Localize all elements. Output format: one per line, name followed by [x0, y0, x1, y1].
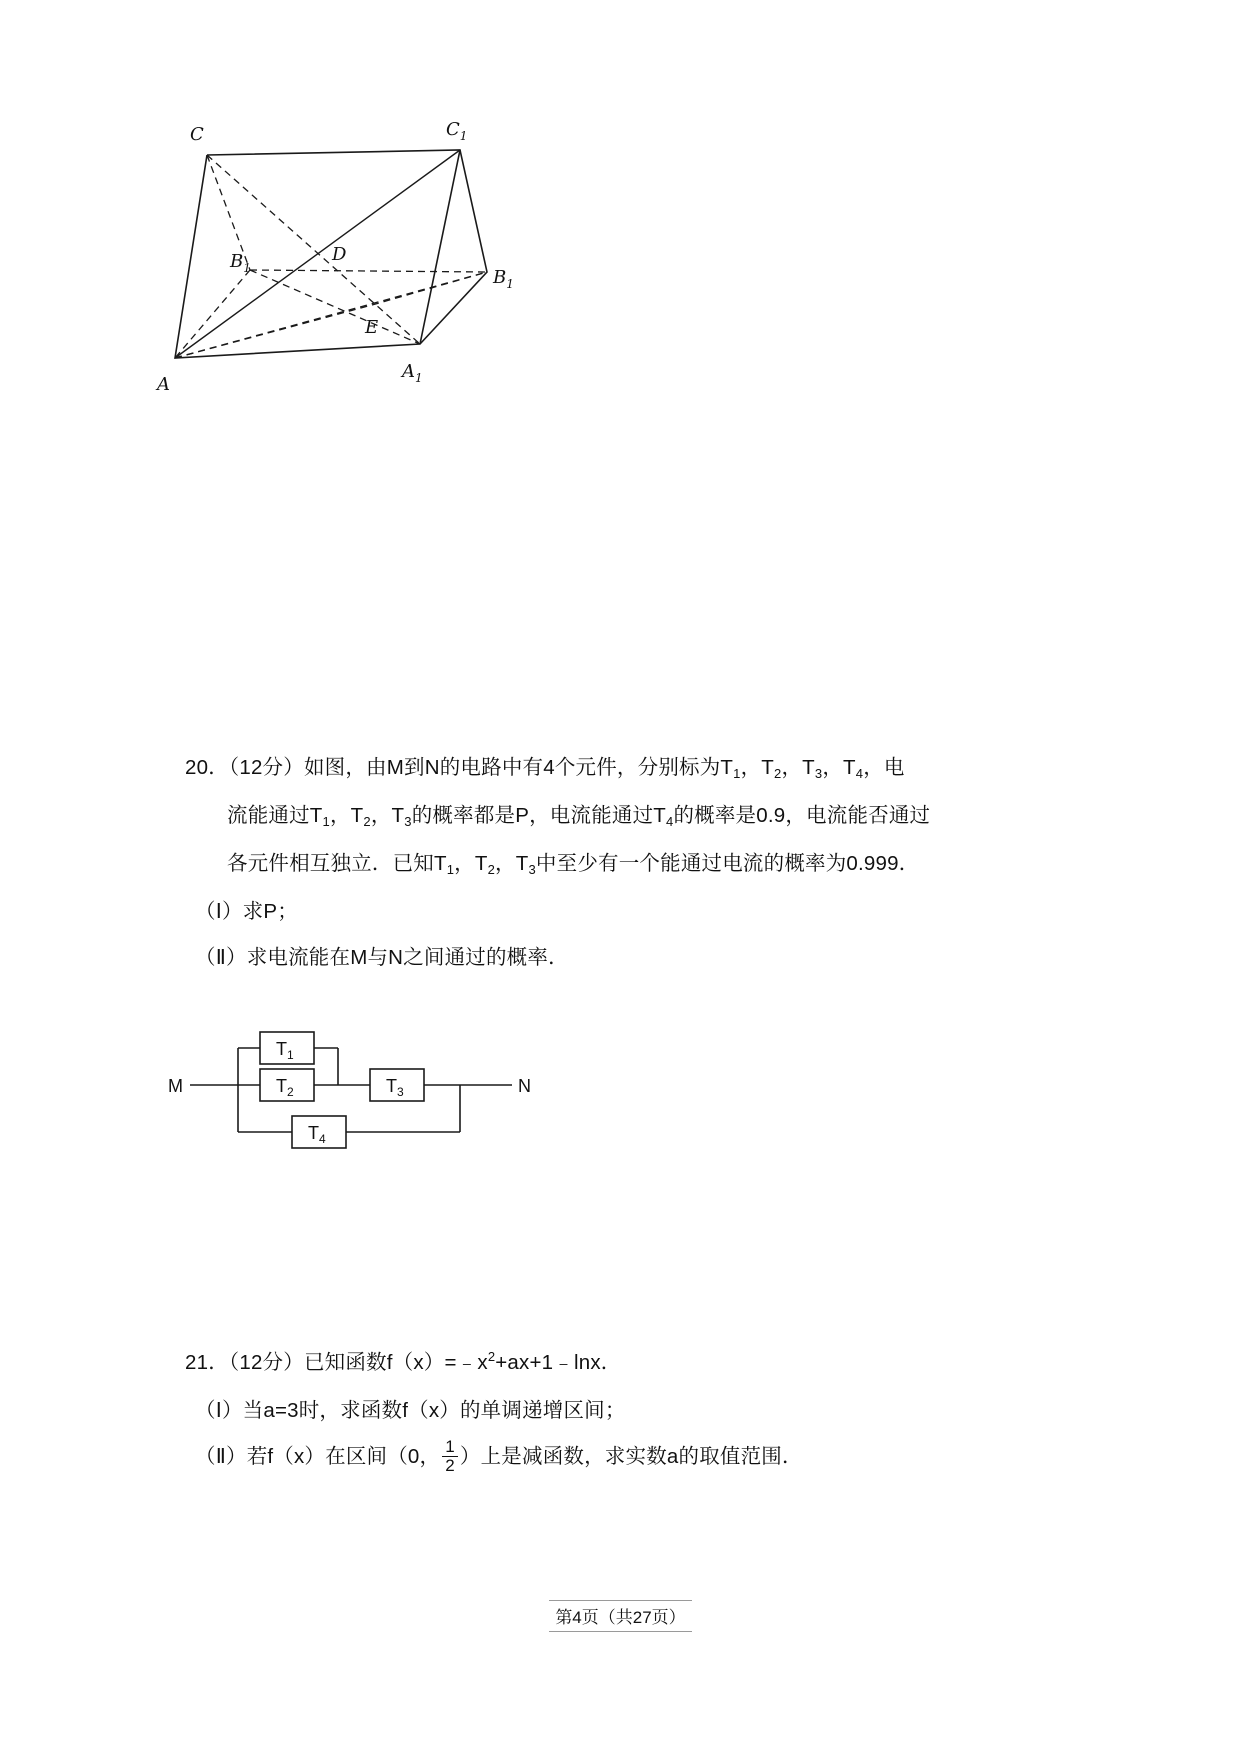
q20-l1-c: ，T: [781, 756, 815, 779]
label-B1: $B_1$: [493, 267, 514, 291]
prism-diagram: [150, 100, 570, 400]
terminal-label-N: N: [518, 1076, 531, 1096]
question-21: [185, 1340, 1065, 1480]
label-A1: $A_1$: [402, 361, 423, 385]
q20-l2-s3: 3: [404, 814, 412, 829]
label-D: D: [332, 244, 347, 265]
q20-l1-s4: 4: [855, 766, 864, 781]
q20-l1-s1: 1: [733, 766, 741, 781]
component-label-t1: $T_1$: [276, 1039, 294, 1062]
q20-l2-s2: 2: [363, 814, 371, 829]
q20-l1-a: 20．（12分）如图，由M到N的电路中有4个元件，分别标为T: [185, 756, 734, 779]
q20-l1-s3: 3: [814, 766, 823, 781]
component-label-t2: $T_2$: [276, 1076, 294, 1099]
q21-l1-a: 21．（12分）已知函数f（x）=﹣x: [185, 1351, 488, 1374]
q20-line-2: [185, 793, 1065, 841]
q20-l2-a: 流能通过T: [227, 804, 323, 827]
question-20: [185, 745, 1065, 981]
q21-part-2: [185, 1434, 1065, 1480]
q20-line-3: [185, 841, 1065, 889]
q20-l2-d: 的概率都是P，电流能通过T: [411, 804, 667, 827]
q20-l1-b: ，T: [740, 756, 775, 779]
label-C: C: [190, 124, 204, 145]
q21-l1-b: +ax+1﹣lnx．: [495, 1351, 622, 1374]
q21-p2-b: ）上是减函数，求实数a的取值范围．: [459, 1445, 803, 1468]
label-C1: $C_1$: [446, 119, 468, 143]
q20-l2-s1: 1: [322, 814, 330, 829]
q20-l3-b: ，T: [454, 852, 488, 875]
q20-l2-c: ，T: [370, 804, 405, 827]
q20-l3-s3: 3: [528, 862, 536, 877]
q20-l1-s2: 2: [774, 766, 782, 781]
q20-l1-d: ，T: [822, 756, 856, 779]
q20-l1-e: ，电: [863, 756, 905, 779]
q20-l2-e: 的概率是0.9，电流能否通过: [673, 804, 931, 827]
q21-l1-sup: 2: [487, 1349, 496, 1364]
q20-line-1: [185, 745, 1065, 793]
page-number: 第4页（共27页）: [549, 1600, 691, 1632]
fraction-one-half: [442, 1438, 458, 1475]
fraction-denominator: 2: [442, 1456, 458, 1475]
q20-l3-s1: 1: [446, 862, 455, 877]
page-footer: [0, 1600, 1241, 1632]
q21-line-1: [185, 1340, 1065, 1388]
q21-part-1: （Ⅰ）当a=3时，求函数f（x）的单调递增区间；: [195, 1399, 626, 1422]
q21-p2-a: （Ⅱ）若f（x）在区间（0，: [195, 1445, 441, 1468]
q20-l3-d: 中至少有一个能通过电流的概率为0.999．: [535, 852, 920, 875]
component-label-t4: $T_4$: [308, 1123, 326, 1146]
fraction-numerator: 1: [445, 1437, 455, 1457]
q20-l3-s2: 2: [487, 862, 496, 877]
q20-part-2: （Ⅱ）求电流能在M与N之间通过的概率．: [195, 946, 569, 969]
q20-l2-s4: 4: [666, 814, 674, 829]
label-B: $B_1$: [230, 251, 251, 275]
terminal-label-M: M: [168, 1076, 183, 1096]
component-label-t3: $T_3$: [386, 1076, 404, 1099]
q20-part-1: （Ⅰ）求P；: [195, 900, 298, 923]
q20-l2-b: ，T: [329, 804, 364, 827]
label-E: E: [365, 317, 379, 338]
q20-l3-a: 各元件相互独立．已知T: [227, 852, 447, 875]
circuit-diagram: [160, 1010, 580, 1170]
q20-l3-c: ，T: [495, 852, 529, 875]
label-A: A: [157, 374, 170, 395]
